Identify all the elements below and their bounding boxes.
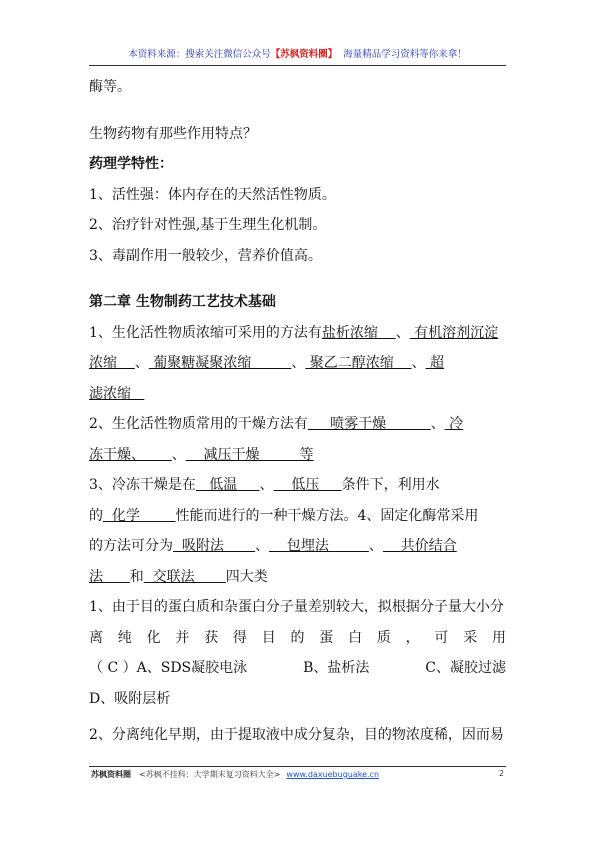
header-prefix: 本资料来源：搜索关注微信公众号	[128, 49, 271, 60]
answer-options	[89, 653, 506, 684]
fill-blank-line: 浓缩 、 葡聚糖凝聚浓缩 、 聚乙二醇浓缩 、 超	[89, 355, 445, 371]
answer-blank: 有机溶剂沉淀	[409, 324, 499, 341]
footer-url-link[interactable]: www.daxuebuguake.cn	[286, 770, 380, 779]
answer-blank: 交联法	[143, 568, 226, 585]
option-c: C、凝胶过滤	[425, 660, 506, 676]
answer-blank: 盐析浓缩	[321, 324, 396, 341]
question-text: 离纯化并获得目的蛋白质，可采用	[89, 629, 506, 646]
answer-blank: 吸附法	[173, 538, 256, 554]
fill-blank-line: 冻干燥、 、 减压干燥 等	[89, 446, 314, 463]
answer-blank: 共价结合	[382, 538, 457, 554]
paragraph-gap	[89, 271, 506, 287]
answer-blank: 滤浓缩	[89, 385, 145, 402]
page-header	[89, 46, 506, 60]
list-item: 2、治疗针对性强,基于生理生化机制。	[89, 217, 327, 233]
fill-blank-line: 的方法可分为 吸附法 、 包埋法 、 共价结合	[89, 538, 457, 554]
option-a: （ C ）A、SDS凝胶电泳	[89, 660, 248, 676]
fill-blank-line: 3、冷冻干燥是在 低温 、 低压 条件下，利用水	[89, 477, 440, 493]
answer-blank: 法	[89, 568, 130, 585]
answer-blank: 包埋法	[269, 538, 369, 554]
option-b: B、盐析法	[303, 660, 370, 676]
fill-blank-line: 法 和 交联法 四大类	[89, 568, 268, 585]
list-item: 1、活性强：体内存在的天然活性物质。	[89, 186, 336, 203]
footer-divider	[89, 766, 506, 767]
chapter-title: 第二章 生物制药工艺技术基础	[89, 294, 276, 310]
paragraph-gap	[89, 103, 506, 119]
header-suffix: 海量精品学习资料等你来拿！	[343, 49, 467, 60]
footer-brand: 苏枫资料圈	[91, 770, 131, 779]
question-text: 2、分离纯化早期，由于提取液中成分复杂，目的物浓度稀，因而易	[89, 727, 504, 743]
option-d: D、吸附层析	[89, 690, 171, 707]
question-heading: 生物药物有那些作用特点？	[89, 125, 257, 142]
text-line: 酶等。	[89, 79, 131, 95]
answer-blank: 冷	[444, 416, 464, 432]
fill-blank-line: 2、生化活性物质常用的干燥方法有 喷雾干燥 、 冷	[89, 416, 464, 432]
fill-blank-line: 的 化学 性能而进行的一种干燥方法。4、固定化酶常采用	[89, 507, 479, 524]
page-footer	[89, 769, 506, 780]
answer-blank: 减压干燥 等	[185, 446, 314, 463]
header-divider	[89, 65, 506, 66]
fill-blank-line	[89, 379, 506, 410]
section-heading: 药理学特性：	[89, 156, 173, 172]
question-text: 1、由于目的蛋白质和杂蛋白分子量差别较大，拟根据分子量大小分	[89, 599, 504, 615]
header-brand: 【苏枫资料圈】	[270, 49, 338, 60]
fill-blank-line: 1、生化活性物质浓缩可采用的方法有盐析浓缩 、 有机溶剂沉淀	[89, 324, 499, 341]
answer-blank: 超	[425, 355, 445, 371]
answer-blank: 聚乙二醇浓缩	[305, 355, 412, 371]
page-number: 2	[498, 769, 504, 778]
answer-blank: 葡聚糖凝聚浓缩	[148, 355, 292, 371]
answer-blank: 喷雾干燥	[307, 416, 431, 432]
footer-slogan: <苏枫不挂科：大学期末复习资料大全>	[139, 770, 281, 779]
list-item: 3、毒副作用一般较少，营养价值高。	[89, 247, 322, 264]
answer-blank: 低温	[195, 477, 260, 493]
answer-blank: 冻干燥、	[89, 446, 172, 463]
document-body	[89, 72, 506, 751]
answer-blank: 浓缩	[89, 355, 135, 371]
answer-blank: 化学	[103, 507, 176, 524]
answer-blank: 低压	[273, 477, 342, 493]
